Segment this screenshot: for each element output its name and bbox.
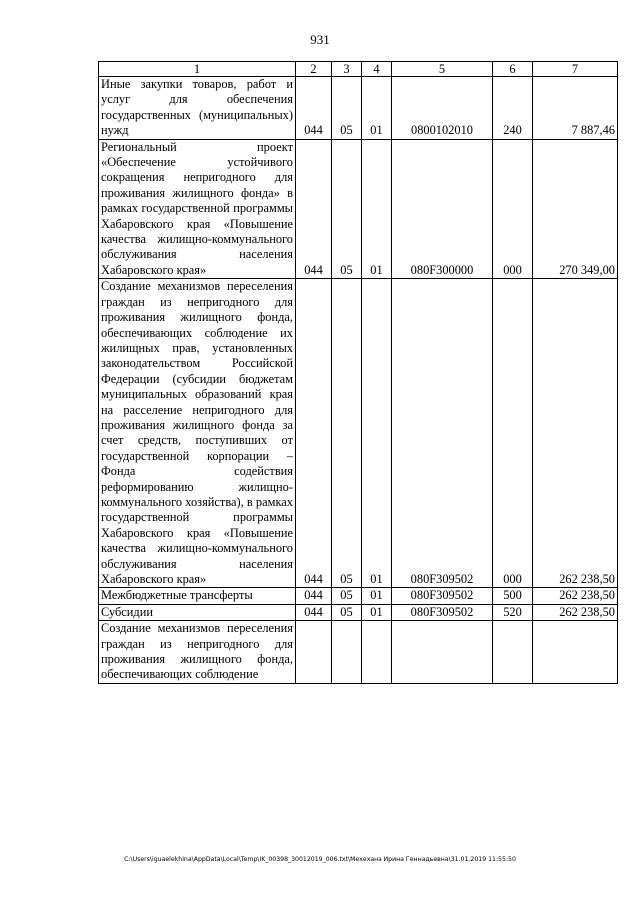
row-amount: 7 887,46	[533, 77, 618, 140]
row-amount: 262 238,50	[533, 604, 618, 620]
row-amount: 262 238,50	[533, 279, 618, 588]
row-subsection-code: 01	[362, 604, 392, 620]
row-name: Создание механизмов переселения граждан из непригодного для проживания жилищного фонда, обеспечивающих соблюдение их жилищных прав, установленных законодательством Российской Федерации (субсидии бюджетам муниципальных образований края на расселение непригодного для проживания жилищного фонда за счет средств, поступивших от государственной корпорации – Фонда содействия реформированию жилищно-коммунального хозяйства), в рамках государственной программы Хабаровского края «Повышение качества жилищно-коммунального обслуживания населения Хабаровского края»	[99, 279, 296, 588]
column-header-7: 7	[533, 62, 618, 77]
column-header-5: 5	[392, 62, 493, 77]
row-name: Региональный проект «Обеспечение устойчивого сокращения непригодного для проживания жилищного фонда» в рамках государственной программы Хабаровского края «Повышение качества жилищно-коммунального обслуживания населения Хабаровского края»	[99, 139, 296, 279]
row-ministry-code: 044	[296, 588, 332, 604]
page-number: 931	[310, 32, 330, 47]
column-header-6: 6	[493, 62, 533, 77]
row-amount	[533, 621, 618, 684]
row-ministry-code: 044	[296, 139, 332, 279]
row-expense-type: 000	[493, 139, 533, 279]
table-row	[99, 604, 618, 620]
row-target-article: 080F309502	[392, 604, 493, 620]
row-subsection-code: 01	[362, 139, 392, 279]
table-row	[99, 77, 618, 140]
row-ministry-code: 044	[296, 77, 332, 140]
row-target-article: 0800102010	[392, 77, 493, 140]
file-path-footer: C:\Users\iguaelekhina\AppData\Local\Temp\IK_00398_30012019_006.txt\Мехеханэ Ирина Геннадьевна\31.01.2019 11:55:50	[124, 856, 516, 863]
row-section-code: 05	[332, 77, 362, 140]
row-amount: 270 349,00	[533, 139, 618, 279]
row-target-article	[392, 621, 493, 684]
row-section-code: 05	[332, 139, 362, 279]
row-amount: 262 238,50	[533, 588, 618, 604]
column-header-1: 1	[99, 62, 296, 77]
row-name: Межбюджетные трансферты	[99, 588, 296, 604]
row-ministry-code	[296, 621, 332, 684]
table-row	[99, 621, 618, 684]
row-subsection-code	[362, 621, 392, 684]
row-expense-type: 000	[493, 279, 533, 588]
row-expense-type	[493, 621, 533, 684]
table-header-row	[99, 62, 618, 77]
table-row	[99, 279, 618, 588]
row-name: Субсидии	[99, 604, 296, 620]
row-section-code: 05	[332, 279, 362, 588]
row-target-article: 080F309502	[392, 279, 493, 588]
row-ministry-code: 044	[296, 279, 332, 588]
row-expense-type: 520	[493, 604, 533, 620]
row-section-code: 05	[332, 604, 362, 620]
row-subsection-code: 01	[362, 77, 392, 140]
budget-table	[98, 61, 618, 684]
row-ministry-code: 044	[296, 604, 332, 620]
column-header-4: 4	[362, 62, 392, 77]
row-section-code	[332, 621, 362, 684]
row-name: Иные закупки товаров, работ и услуг для обеспечения государственных (муниципальных) нужд	[99, 77, 296, 140]
row-subsection-code: 01	[362, 588, 392, 604]
row-target-article: 080F300000	[392, 139, 493, 279]
table-row	[99, 588, 618, 604]
row-section-code: 05	[332, 588, 362, 604]
row-name: Создание механизмов переселения граждан из непригодного для проживания жилищного фонда, обеспечивающих соблюдение	[99, 621, 296, 684]
row-target-article: 080F309502	[392, 588, 493, 604]
row-expense-type: 500	[493, 588, 533, 604]
column-header-2: 2	[296, 62, 332, 77]
table-row	[99, 139, 618, 279]
row-expense-type: 240	[493, 77, 533, 140]
row-subsection-code: 01	[362, 279, 392, 588]
column-header-3: 3	[332, 62, 362, 77]
